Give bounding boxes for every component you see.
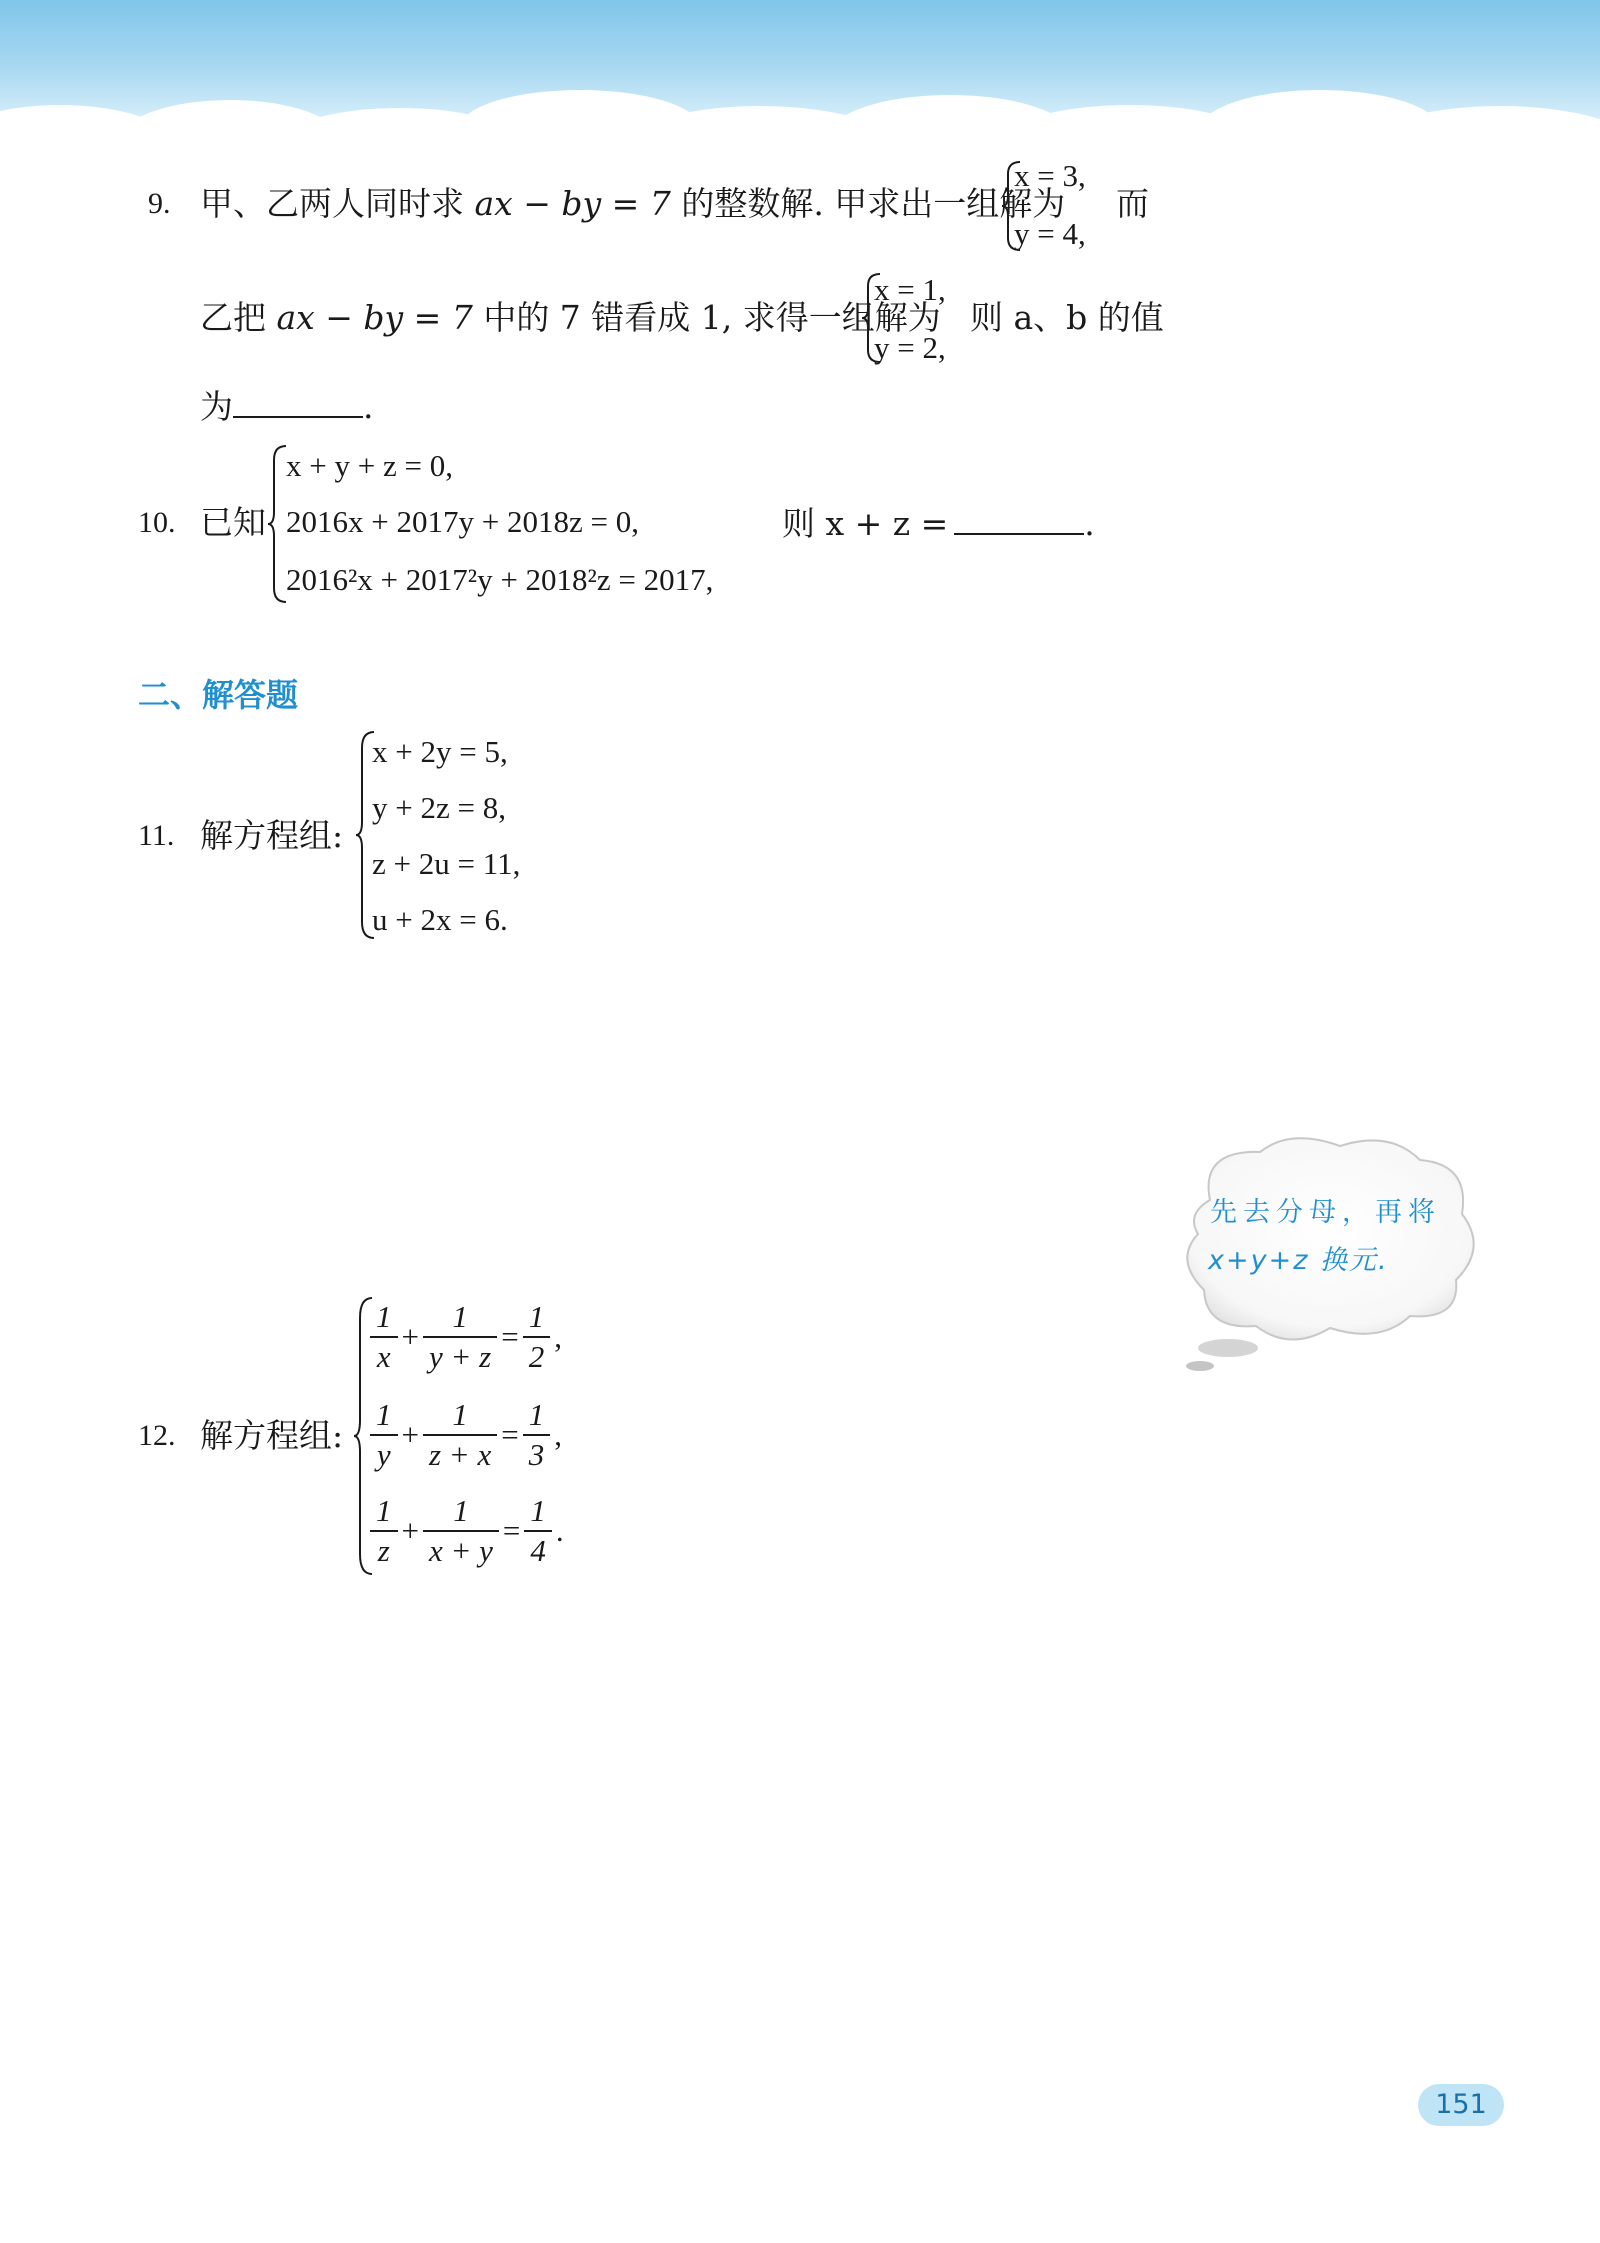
q12-r1-eq: = <box>501 1319 519 1354</box>
q9-line1-middle: 的整数解. 甲求出一组解为 <box>681 184 1066 223</box>
page-number-badge: 151 <box>1418 2084 1504 2126</box>
q12-r2-end: , <box>554 1417 562 1452</box>
cloud-banner-icon <box>0 0 1600 170</box>
q12-number: 12. <box>138 1419 176 1452</box>
q9-number: 9. <box>148 187 171 220</box>
q12-r1-b-num: 1 <box>452 1299 468 1334</box>
q10-eq-3: 2016²x + 2017²y + 2018²z = 2017, <box>286 562 714 597</box>
q9-line1-suffix: 而 <box>1116 184 1149 223</box>
q12-r2-b-den: z + x <box>423 1434 497 1474</box>
q12-r2-r-den: 3 <box>523 1434 551 1474</box>
q12-r3-r-den: 4 <box>524 1530 552 1570</box>
q9-line1 <box>200 184 1065 224</box>
q11-eq-1: x + 2y = 5, <box>372 734 508 769</box>
q12-r3-b-num: 1 <box>453 1493 469 1528</box>
section-title: 二、解答题 <box>138 676 299 714</box>
q9-sol2-y: y = 2, <box>874 330 946 365</box>
q12-r1-r-den: 2 <box>523 1336 551 1376</box>
q9-answer-blank[interactable] <box>233 386 363 418</box>
q10-question-text: 则 x + z = <box>782 504 949 543</box>
q11-eq-2: y + 2z = 8, <box>372 790 506 825</box>
q12-r3-r-num: 1 <box>530 1493 546 1528</box>
q12-r2-eq: = <box>501 1417 519 1452</box>
q11-eq-3: z + 2u = 11, <box>372 846 521 881</box>
q9-line2-prefix: 乙把 <box>200 298 266 337</box>
q12-r3-plus: + <box>401 1513 419 1548</box>
q12-r3-a-num: 1 <box>376 1493 392 1528</box>
q9-equation-repeat: ax − by = 7 <box>276 298 473 337</box>
q12-row-3 <box>366 1492 564 1570</box>
q9-line3-suffix: . <box>363 387 374 426</box>
q9-equation: ax − by = 7 <box>474 184 671 223</box>
q12-r1-a-num: 1 <box>376 1299 392 1334</box>
q12-r1-plus: + <box>401 1319 419 1354</box>
q12-r2-r-num: 1 <box>528 1397 545 1432</box>
q9-line3 <box>200 386 374 427</box>
q9-line1-prefix: 甲、乙两人同时求 <box>200 184 464 223</box>
q12-row-1 <box>366 1298 562 1376</box>
q9-line2-middle: 中的 7 错看成 1, 求得一组解为 <box>483 298 941 337</box>
q12-r3-eq: = <box>502 1513 521 1548</box>
q9-line3-prefix: 为 <box>200 387 233 426</box>
q12-r2-b-num: 1 <box>452 1397 468 1432</box>
hint-line-1: 先去分母，再将 <box>1210 1197 1441 1228</box>
q10-eq-2: 2016x + 2017y + 2018z = 0, <box>286 504 639 539</box>
q12-r1-a-den: x <box>370 1336 398 1376</box>
q12-r3-b-den: x + y <box>423 1530 499 1570</box>
q10-question-end: . <box>1084 504 1095 543</box>
q12-r1-r-num: 1 <box>528 1299 545 1334</box>
q12-r1-end: , <box>554 1319 562 1354</box>
q12-row-2 <box>366 1396 562 1474</box>
q12-r3-a-den: z <box>370 1530 398 1570</box>
q11-eq-4: u + 2x = 6. <box>372 902 508 937</box>
q12-r2-plus: + <box>401 1417 419 1452</box>
hint-line-2: x+y+z 换元. <box>1208 1245 1389 1276</box>
q10-prefix: 已知 <box>200 503 266 542</box>
q12-r2-a-num: 1 <box>376 1397 392 1432</box>
q9-sol2-x: x = 1, <box>874 272 946 307</box>
q12-prefix: 解方程组: <box>200 1416 344 1455</box>
q11-number: 11. <box>138 819 175 852</box>
q12-r3-end: . <box>555 1513 564 1548</box>
q12-r1-b-den: y + z <box>423 1336 497 1376</box>
q9-sol1-x: x = 3, <box>1014 158 1086 193</box>
q10-number: 10. <box>138 506 176 539</box>
q10-eq-1: x + y + z = 0, <box>286 448 453 483</box>
q12-r2-a-den: y <box>370 1434 398 1474</box>
q10-question <box>782 503 1095 544</box>
q11-prefix: 解方程组: <box>200 816 344 855</box>
q9-sol1-y: y = 4, <box>1014 216 1086 251</box>
q9-line2 <box>200 298 941 338</box>
q10-answer-blank[interactable] <box>954 503 1084 535</box>
q9-line2-suffix: 则 a、b 的值 <box>970 298 1164 337</box>
